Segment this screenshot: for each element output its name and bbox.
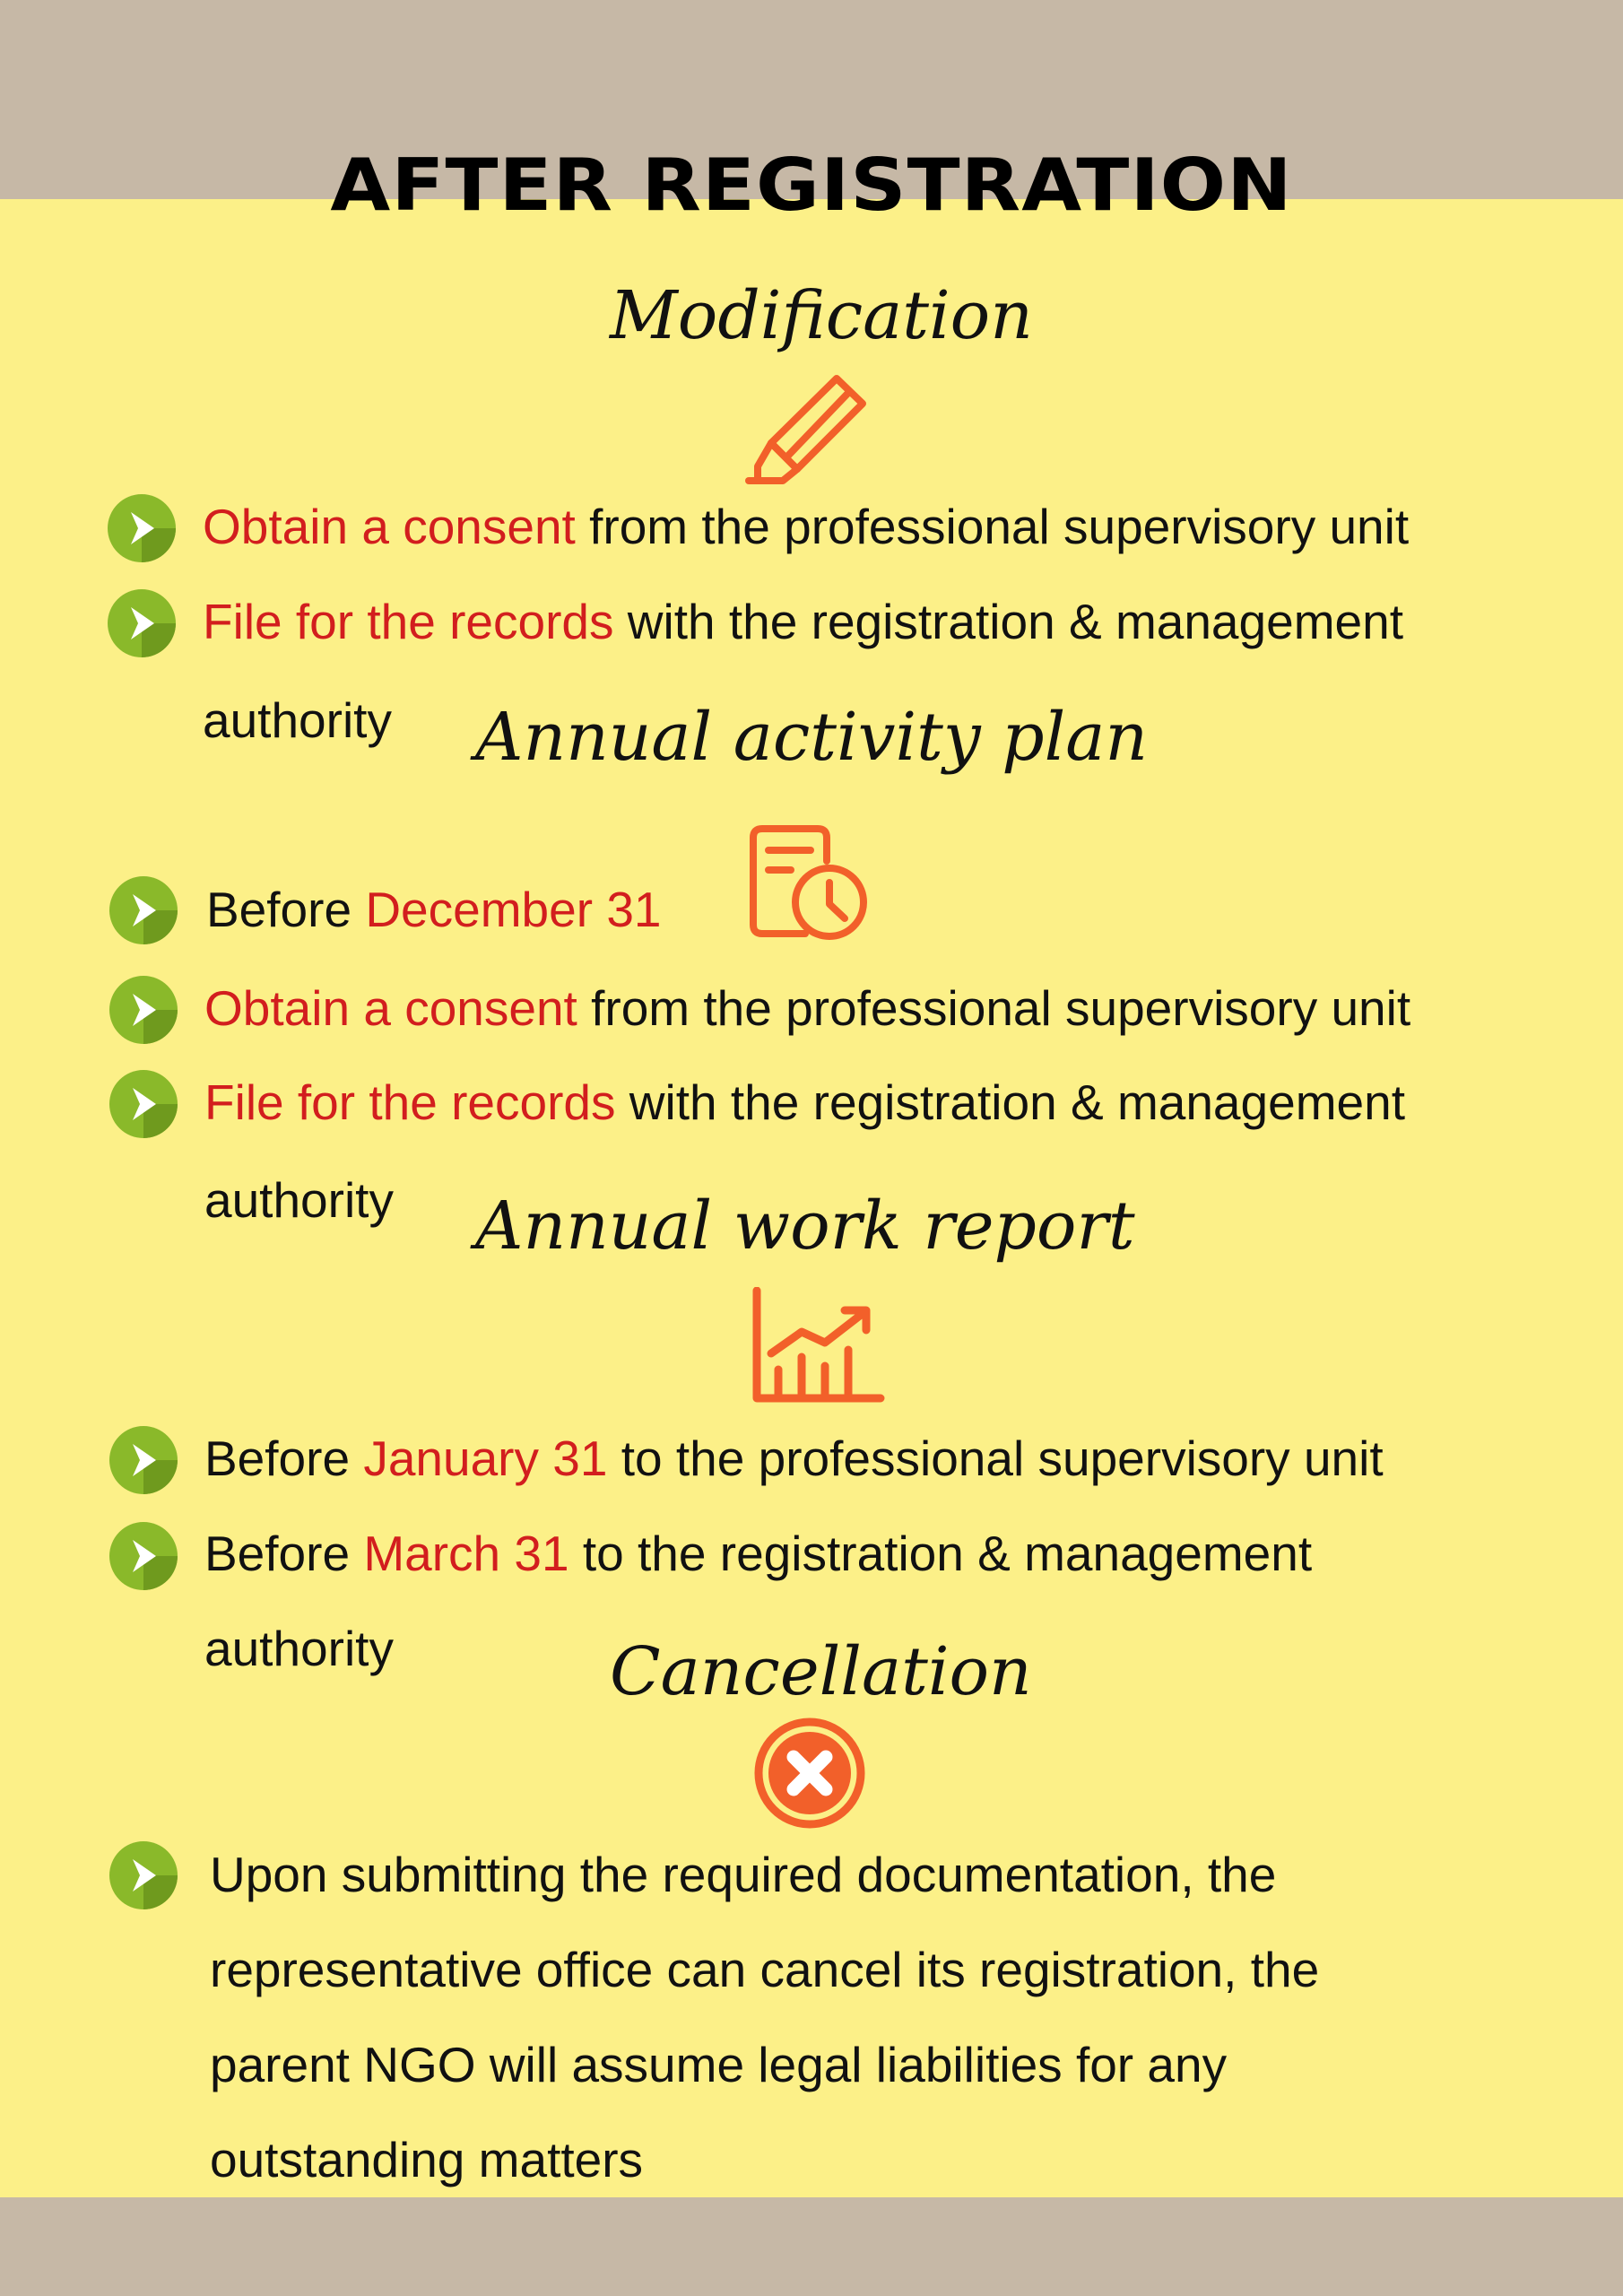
page-title: AFTER REGISTRATION: [330, 144, 1293, 227]
document-clock-icon: [746, 823, 872, 944]
list-item: File for the records with the registration & management: [204, 1074, 1405, 1130]
paragraph-line: representative office can cancel its registration, the: [210, 1942, 1320, 1997]
list-item: Before March 31 to the registration & management: [204, 1526, 1313, 1581]
section-heading-annual-activity-plan: Annual activity plan: [475, 699, 1149, 776]
paragraph-line: outstanding matters: [210, 2132, 644, 2187]
list-item: Before January 31 to the professional supervisory unit: [204, 1431, 1384, 1486]
bullet-arrow-icon: [108, 494, 176, 562]
highlighter-icon: [740, 370, 870, 486]
bar-chart-up-icon: [751, 1287, 886, 1404]
paragraph-line: parent NGO will assume legal liabilities for any: [210, 2037, 1228, 2092]
bullet-arrow-icon: [109, 976, 178, 1044]
list-item: Obtain a consent from the professional supervisory unit: [204, 980, 1411, 1036]
list-item: Before December 31: [206, 882, 662, 937]
list-item: File for the records with the registration & management: [203, 594, 1403, 649]
paragraph-line: Upon submitting the required documentation, the: [210, 1847, 1277, 1902]
list-item: Obtain a consent from the professional supervisory unit: [203, 499, 1410, 554]
bullet-arrow-icon: [109, 876, 178, 944]
bullet-arrow-icon: [109, 1841, 178, 1909]
section-heading-modification: Modification: [610, 277, 1033, 354]
section-heading-cancellation: Cancellation: [610, 1633, 1032, 1710]
bullet-arrow-icon: [109, 1070, 178, 1138]
list-item-continuation: authority: [203, 692, 392, 748]
list-item-continuation: authority: [204, 1172, 394, 1228]
section-heading-annual-work-report: Annual work report: [475, 1187, 1135, 1265]
bullet-arrow-icon: [108, 589, 176, 657]
bullet-arrow-icon: [109, 1426, 178, 1494]
list-item-continuation: authority: [204, 1621, 394, 1676]
cancel-x-icon: [753, 1717, 866, 1830]
bullet-arrow-icon: [109, 1522, 178, 1590]
